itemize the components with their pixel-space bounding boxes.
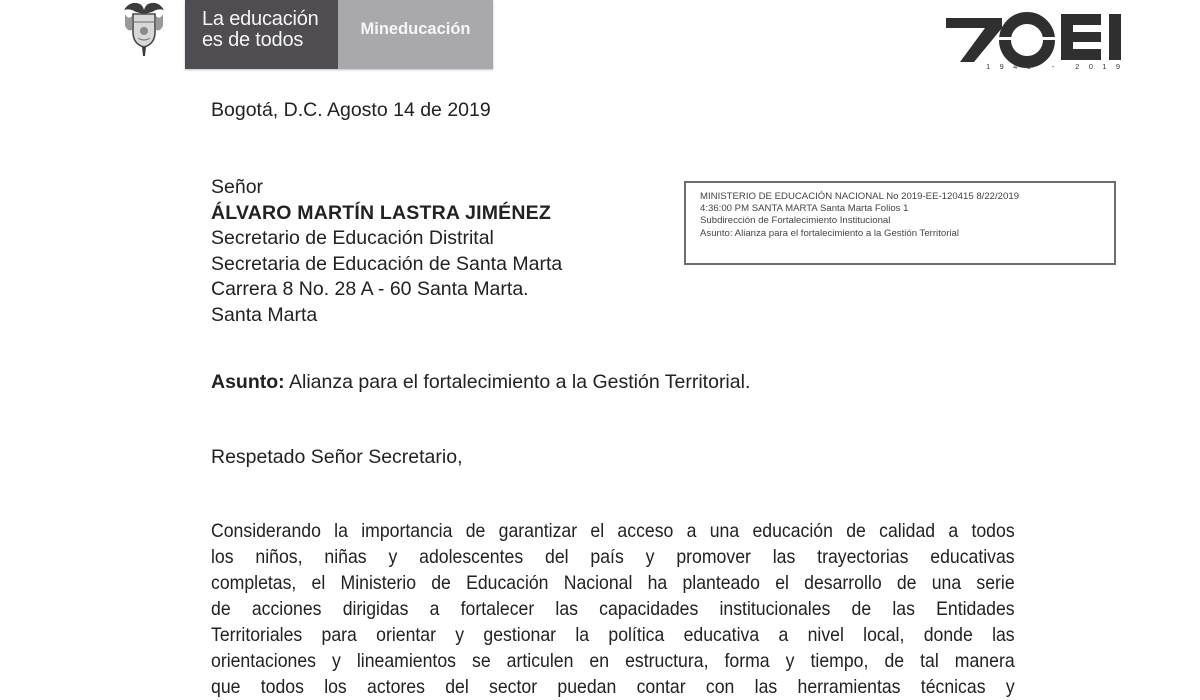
addressee-block [211, 175, 562, 328]
stamp-line-1: MINISTERIO DE EDUCACIÓN NACIONAL No 2019-EE-120415 8/22/2019 [700, 191, 1020, 202]
slogan-block [185, 0, 338, 69]
body-line: orientaciones y lineamientos se articulen en estructura, forma y tiempo, de tal manera [211, 650, 1015, 672]
addressee-address: Carrera 8 No. 28 A - 60 Santa Marta. [211, 278, 529, 300]
letter-date: Bogotá, D.C. Agosto 14 de 2019 [211, 99, 491, 121]
stamp-line-4: Asunto: Alianza para el fortalecimiento a la Gestión Territorial [700, 227, 959, 239]
addressee-city: Santa Marta [211, 303, 318, 326]
stamp-line-2: 4:36:00 PM SANTA MARTA Santa Marta Folios 1 [700, 203, 909, 215]
greeting: Respetado Señor Secretario, [211, 446, 463, 468]
slogan-line-1: La educación [202, 8, 319, 30]
body-paragraph [211, 518, 1015, 700]
addressee-name: ÁLVARO MARTÍN LASTRA JIMÉNEZ [211, 201, 551, 224]
colombia-coat-of-arms-icon [122, 0, 166, 58]
mineducacion-banner [185, 0, 493, 69]
slogan-line-2: es de todos [202, 29, 304, 51]
body-line: que todos los actores del sector puedan contar con las herramientas técnicas y [211, 676, 1015, 698]
addressee-title: Señor [211, 176, 264, 198]
body-line: los niños, niñas y adolescentes del país y promover las trayectorias educativas [211, 546, 1015, 568]
ministry-label: Mineducación [338, 0, 493, 69]
subject-label: Asunto: [211, 371, 285, 393]
body-line: completas, el Ministerio de Educación Nacional ha planteado el desarrollo de una serie [211, 572, 1015, 594]
subject-line [211, 370, 750, 396]
body-line: Territoriales para orientar y gestionar la política educativa a nivel local, donde las [211, 624, 1015, 646]
stamp-line-3: Subdirección de Fortalecimiento Institucional [700, 215, 891, 227]
body-line: Considerando la importancia de garantizar el acceso a una educación de calidad a todos [211, 520, 1015, 542]
addressee-position: Secretario de Educación Distrital [211, 227, 494, 249]
oei-years: 1949 - 2019 [986, 62, 1130, 71]
body-line: de acciones dirigidas a fortalecer las capacidades institucionales de las Entidades [211, 598, 1015, 620]
subject-text: Alianza para el fortalecimiento a la Gestión Territorial. [289, 371, 751, 393]
registration-stamp [684, 181, 1116, 265]
addressee-office: Secretaria de Educación de Santa Marta [211, 252, 563, 275]
